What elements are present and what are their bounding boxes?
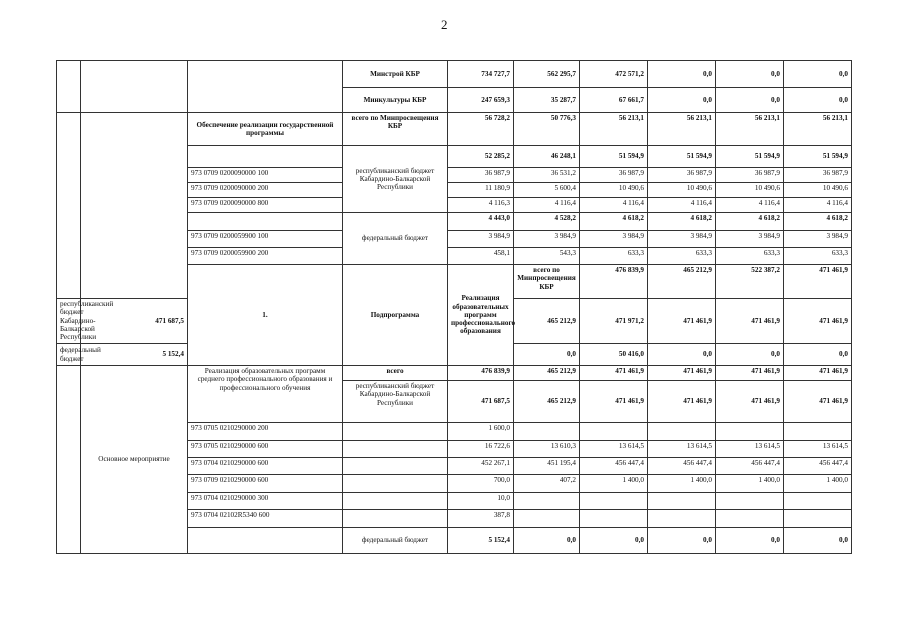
budget-table [56,60,852,554]
value-cell: 4 528,2 [514,213,580,231]
value-cell: 451 195,4 [514,458,580,475]
cell-blank [343,441,448,458]
value-cell: 0,0 [716,528,784,554]
value-cell [514,493,580,510]
value-cell [784,423,852,441]
value-cell: 452 267,1 [448,458,514,475]
cell-blank [81,61,188,113]
value-cell: 458,1 [448,248,514,265]
cell-blank [188,146,343,168]
value-cell: 56 213,1 [784,113,852,146]
value-cell: 471 461,9 [716,381,784,423]
budget-code: 973 0709 0200059900 100 [188,231,343,248]
budget-code: 973 0704 0210290000 600 [188,458,343,475]
value-cell: 36 987,9 [716,168,784,183]
value-cell [648,493,716,510]
budget-code: 973 0705 0210290000 200 [188,423,343,441]
value-cell: 633,3 [716,248,784,265]
value-cell: 0,0 [716,88,784,113]
value-cell: 3 984,9 [648,231,716,248]
value-cell: 3 984,9 [716,231,784,248]
budget-code: 973 0704 0210290000 300 [188,493,343,510]
value-cell: 5 152,4 [81,344,188,366]
value-cell: 1 400,0 [784,475,852,493]
value-cell: 36 987,9 [580,168,648,183]
value-cell: 3 984,9 [448,231,514,248]
page-number: 2 [441,17,448,32]
value-cell: 13 614,5 [784,441,852,458]
value-cell: 387,8 [448,510,514,528]
value-cell: 35 287,7 [514,88,580,113]
value-cell: 1 400,0 [648,475,716,493]
value-cell: 56 728,2 [448,113,514,146]
value-cell: 10 490,6 [716,183,784,198]
value-cell: 51 594,9 [716,146,784,168]
value-cell: 56 213,1 [580,113,648,146]
value-cell: 13 614,5 [648,441,716,458]
value-cell: 456 447,4 [580,458,648,475]
value-cell: 1 600,0 [448,423,514,441]
source-label: федеральный бюджет [57,344,81,366]
value-cell: 471 461,9 [784,265,852,299]
row-number: 1. [188,265,343,366]
source-label: федеральный бюджет [343,213,448,265]
value-cell: 4 618,2 [648,213,716,231]
value-cell: 734 727,7 [448,61,514,88]
value-cell: 4 443,0 [448,213,514,231]
value-cell: 10 490,6 [648,183,716,198]
value-cell: 407,2 [514,475,580,493]
value-cell: 51 594,9 [648,146,716,168]
value-cell: 51 594,9 [784,146,852,168]
value-cell [784,510,852,528]
value-cell: 456 447,4 [648,458,716,475]
source-label: республиканский бюджет Кабардино-Балкарской Республики [343,146,448,213]
cell-blank [343,510,448,528]
value-cell: 1 400,0 [580,475,648,493]
value-cell [580,423,648,441]
value-cell [648,423,716,441]
value-cell: 471 461,9 [784,366,852,381]
value-cell: 4 618,2 [580,213,648,231]
source-label: республиканский бюджет Кабардино-Балкарской Республики [57,299,81,344]
value-cell: 46 248,1 [514,146,580,168]
program-name: Реализация образовательных программ профессионального образования [448,265,514,366]
value-cell: 0,0 [784,61,852,88]
value-cell: 4 116,3 [448,198,514,213]
budget-code: 973 0709 0200090000 100 [188,168,343,183]
value-cell: 4 116,4 [648,198,716,213]
cell-blank [188,213,343,231]
value-cell: 633,3 [580,248,648,265]
value-cell: 0,0 [648,344,716,366]
value-cell: 4 618,2 [784,213,852,231]
value-cell: 10 490,6 [784,183,852,198]
value-cell: 471 461,9 [784,381,852,423]
value-cell: 50 776,3 [514,113,580,146]
value-cell: 50 416,0 [580,344,648,366]
value-cell: 0,0 [514,344,580,366]
value-cell: 5 600,4 [514,183,580,198]
cell-blank [57,366,81,554]
budget-code: 973 0704 02102R5340 600 [188,510,343,528]
value-cell: 36 531,2 [514,168,580,183]
value-cell: 456 447,4 [716,458,784,475]
table-row [57,113,852,146]
cell-blank [343,458,448,475]
budget-code: 973 0705 0210290000 600 [188,441,343,458]
program-name: Обеспечение реализации государственной программы [188,113,343,146]
value-cell [716,423,784,441]
budget-code: 973 0709 0210290000 600 [188,475,343,493]
value-cell: 36 987,9 [648,168,716,183]
value-cell: 472 571,2 [580,61,648,88]
value-cell: 52 285,2 [448,146,514,168]
value-cell: 476 839,9 [448,366,514,381]
value-cell: 0,0 [514,528,580,554]
value-cell: 13 614,5 [580,441,648,458]
value-cell: 36 987,9 [784,168,852,183]
budget-code: 973 0709 0200090000 200 [188,183,343,198]
value-cell: 16 722,6 [448,441,514,458]
value-cell [648,510,716,528]
value-cell: 67 661,7 [580,88,648,113]
value-cell: 51 594,9 [580,146,648,168]
value-cell: 3 984,9 [580,231,648,248]
value-cell: 13 614,5 [716,441,784,458]
value-cell: 476 839,9 [580,265,648,299]
table-row [57,366,852,381]
value-cell [580,510,648,528]
value-cell: 633,3 [784,248,852,265]
program-name: Реализация образовательных программ среднего профессионального образования и профессионального обучения [188,366,343,423]
cell-blank [57,61,81,113]
value-cell: 13 610,3 [514,441,580,458]
value-cell: 471 461,9 [716,299,784,344]
value-cell: 471 461,9 [580,381,648,423]
value-cell: 0,0 [580,528,648,554]
budget-code: 973 0709 0200090000 800 [188,198,343,213]
value-cell: 465 212,9 [514,381,580,423]
value-cell: 4 116,4 [784,198,852,213]
value-cell [716,510,784,528]
cell-blank [188,61,343,113]
value-cell: 562 295,7 [514,61,580,88]
value-cell: 10 490,6 [580,183,648,198]
cell-blank [343,475,448,493]
cell-blank [188,528,343,554]
value-cell: 0,0 [784,528,852,554]
value-cell: 3 984,9 [784,231,852,248]
value-cell: 471 461,9 [648,381,716,423]
value-cell: 700,0 [448,475,514,493]
cell-blank [343,423,448,441]
value-cell: 543,3 [514,248,580,265]
cell-blank [343,493,448,510]
value-cell: 471 461,9 [716,366,784,381]
value-cell: 11 180,9 [448,183,514,198]
value-cell: 465 212,9 [514,366,580,381]
value-cell: 4 116,4 [514,198,580,213]
table-row [57,61,852,88]
value-cell: 3 984,9 [514,231,580,248]
source-label: Минстрой КБР [343,61,448,88]
source-label: федеральный бюджет [343,528,448,554]
value-cell: 471 461,9 [580,366,648,381]
value-cell: 0,0 [716,344,784,366]
cell-blank [81,113,188,299]
source-label: всего по Минпросвещения КБР [343,113,448,146]
value-cell: 522 387,2 [716,265,784,299]
value-cell: 4 116,4 [716,198,784,213]
value-cell: 10,0 [448,493,514,510]
value-cell [514,510,580,528]
value-cell: 633,3 [648,248,716,265]
value-cell: 456 447,4 [784,458,852,475]
value-cell: 471 687,5 [81,299,188,344]
value-cell [716,493,784,510]
value-cell: 0,0 [648,528,716,554]
value-cell: 471 461,9 [648,366,716,381]
value-cell: 56 213,1 [648,113,716,146]
value-cell [784,493,852,510]
value-cell [580,493,648,510]
value-cell: 465 212,9 [514,299,580,344]
budget-code: 973 0709 0200059900 200 [188,248,343,265]
value-cell: 247 659,3 [448,88,514,113]
source-label: республиканский бюджет Кабардино-Балкарской Республики [343,381,448,423]
value-cell: 4 116,4 [580,198,648,213]
value-cell: 471 687,5 [448,381,514,423]
value-cell: 0,0 [648,88,716,113]
value-cell: 471 971,2 [580,299,648,344]
value-cell: 56 213,1 [716,113,784,146]
value-cell: 0,0 [784,88,852,113]
value-cell: 471 461,9 [784,299,852,344]
source-label: всего [343,366,448,381]
value-cell [514,423,580,441]
value-cell: 5 152,4 [448,528,514,554]
source-label: всего по Минпросвещения КБР [514,265,580,299]
value-cell: 0,0 [784,344,852,366]
value-cell: 0,0 [648,61,716,88]
source-label: Минкультуры КБР [343,88,448,113]
value-cell: 465 212,9 [648,265,716,299]
value-cell: 0,0 [716,61,784,88]
row-type: Основное мероприятие [81,366,188,554]
value-cell: 471 461,9 [648,299,716,344]
cell-blank [57,113,81,299]
value-cell: 36 987,9 [448,168,514,183]
value-cell: 1 400,0 [716,475,784,493]
row-type: Подпрограмма [343,265,448,366]
value-cell: 4 618,2 [716,213,784,231]
